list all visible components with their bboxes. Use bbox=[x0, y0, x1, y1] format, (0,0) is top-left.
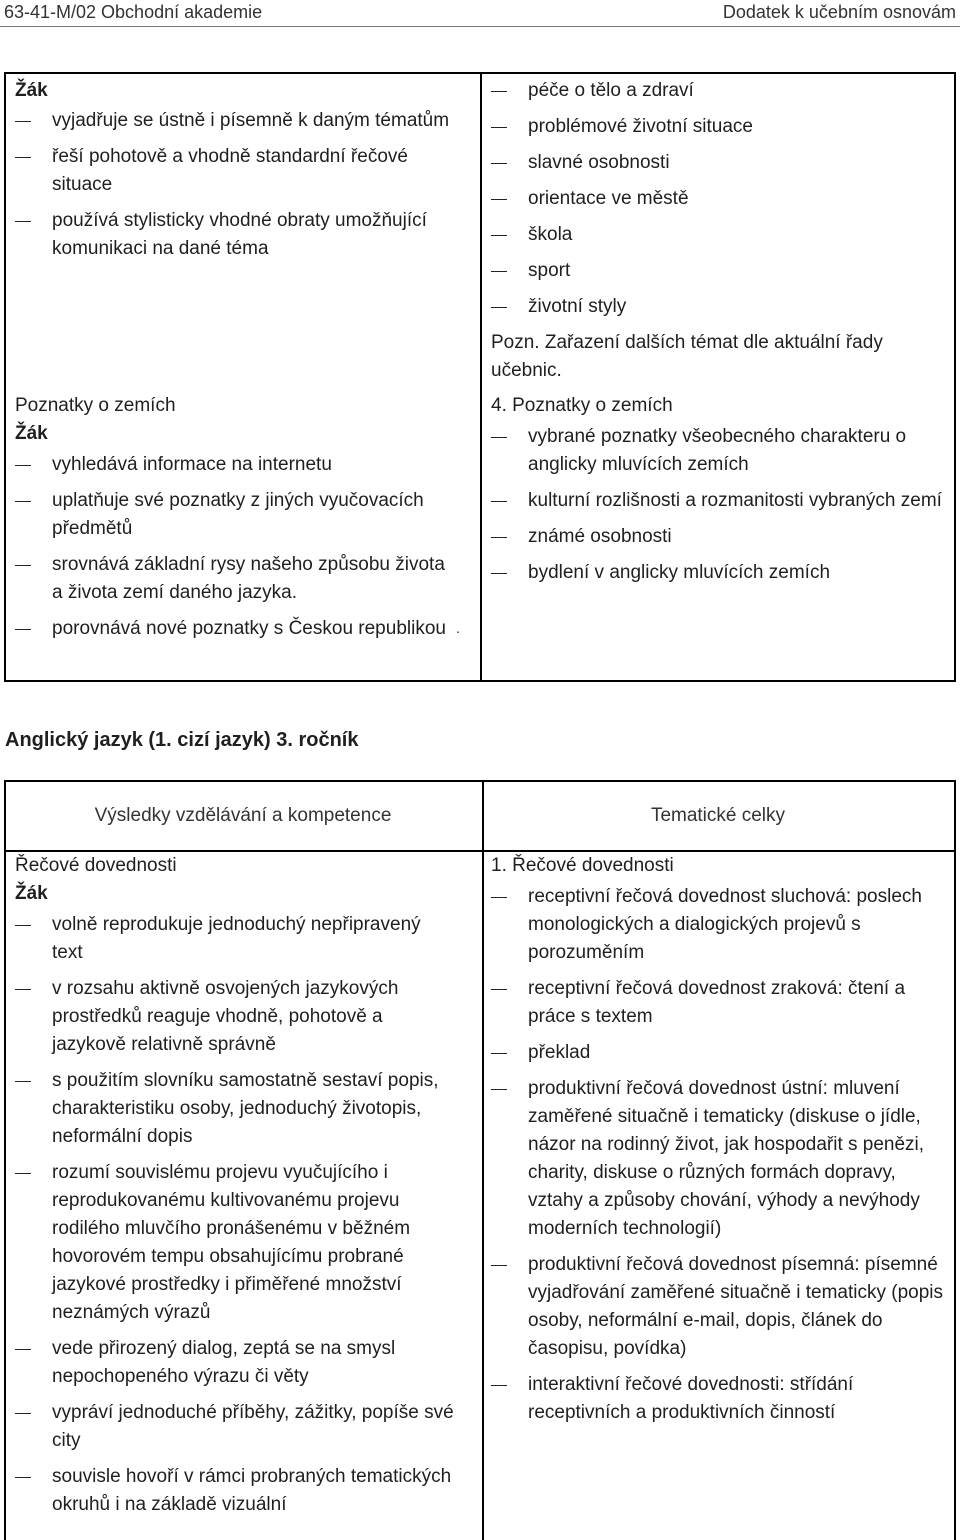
header-school-code: 63-41-M/02 Obchodní akademie bbox=[4, 2, 263, 22]
topics-list bbox=[491, 77, 946, 321]
list-item: produktivní řečová dovednost písemná: písemné vyjadřování zaměřené situačně i tematicky (popis osoby, neformální e-mail, dopis, článek do časopisu, povídka) bbox=[491, 1251, 946, 1363]
list-item: v rozsahu aktivně osvojených jazykových prostředků reaguje vhodně, pohotově a jazykově relativně správně bbox=[15, 975, 455, 1059]
list-item: vypráví jednoduché příběhy, zážitky, popíše své city bbox=[15, 1399, 455, 1455]
outcomes-list bbox=[15, 911, 455, 1519]
table1-left-section bbox=[15, 392, 455, 651]
list-item: vede přirozený dialog, zeptá se na smysl nepochopeného výrazu či věty bbox=[15, 1335, 455, 1391]
column-header-topics: Tematické celky bbox=[650, 805, 786, 826]
topics-list bbox=[491, 883, 946, 1427]
table1-right-section bbox=[491, 392, 946, 595]
list-item: kulturní rozlišnosti a rozmanitosti vybraných zemí bbox=[491, 487, 946, 515]
list-item: rozumí souvislému projevu vyučujícího i reprodukovanému kultivovanému projevu rodilého mluvčího pronášenému v běžném hovorovém tempu obsahujícímu probrané jazykové prostředky i přiměřené množství neznámých výrazů bbox=[15, 1159, 455, 1327]
table1-right-topics bbox=[491, 77, 946, 385]
list-item: životní styly bbox=[491, 293, 946, 321]
list-item: vybrané poznatky všeobecného charakteru o anglicky mluvících zemích bbox=[491, 423, 946, 479]
header-document-title: Dodatek k učebním osnovám bbox=[722, 2, 956, 22]
list-item: souvisle hovoří v rámci probraných tematických okruhů i na základě vizuální bbox=[15, 1463, 455, 1519]
section-topics-list bbox=[491, 423, 946, 587]
table-divider bbox=[480, 74, 482, 680]
list-item: používá stylisticky vhodné obraty umožňující komunikaci na dané téma bbox=[15, 207, 465, 263]
column-header-outcomes: Výsledky vzdělávání a kompetence bbox=[94, 805, 392, 826]
section-heading: 4. Poznatky o zemích bbox=[491, 395, 673, 416]
list-item: bydlení v anglicky mluvících zemích bbox=[491, 559, 946, 587]
student-label: Žák bbox=[15, 883, 48, 904]
list-item: porovnává nové poznatky s Českou republikou bbox=[15, 615, 455, 643]
table-divider bbox=[482, 782, 484, 1540]
list-item: produktivní řečová dovednost ústní: mluvení zaměřené situačně i tematicky (diskuse o jídle, názor na rodinný život, jak hospodařit s penězi, charity, diskuse o různých formách dopravy, vztahy a způsoby chování, výhody a nevýhody moderních technologií) bbox=[491, 1075, 946, 1243]
student-label: Žák bbox=[15, 423, 48, 444]
section-heading: 1. Řečové dovednosti bbox=[491, 855, 674, 876]
subject-section-title: Anglický jazyk (1. cizí jazyk) 3. ročník bbox=[5, 729, 359, 751]
table1-left-intro bbox=[15, 77, 465, 271]
intro-outcomes-list bbox=[15, 107, 465, 263]
list-item: překlad bbox=[491, 1039, 946, 1067]
list-item: uplatňuje své poznatky z jiných vyučovacích předmětů bbox=[15, 487, 455, 543]
list-item: sport bbox=[491, 257, 946, 285]
list-item: péče o tělo a zdraví bbox=[491, 77, 946, 105]
section-outcomes-list bbox=[15, 451, 455, 643]
list-item: škola bbox=[491, 221, 946, 249]
stray-dot: . bbox=[456, 620, 460, 636]
list-item: problémové životní situace bbox=[491, 113, 946, 141]
list-item: orientace ve městě bbox=[491, 185, 946, 213]
section-heading: Poznatky o zemích bbox=[15, 395, 176, 416]
list-item: známé osobnosti bbox=[491, 523, 946, 551]
list-item: srovnává základní rysy našeho způsobu života a života zemí daného jazyka. bbox=[15, 551, 455, 607]
list-item: slavné osobnosti bbox=[491, 149, 946, 177]
table2-left bbox=[15, 852, 455, 1527]
list-item: receptivní řečová dovednost zraková: čtení a práce s textem bbox=[491, 975, 946, 1031]
list-item: řeší pohotově a vhodně standardní řečové situace bbox=[15, 143, 465, 199]
section-heading: Řečové dovednosti bbox=[15, 855, 177, 876]
list-item: receptivní řečová dovednost sluchová: poslech monologických a dialogických projevů s porozuměním bbox=[491, 883, 946, 967]
list-item: s použitím slovníku samostatně sestaví popis, charakteristiku osoby, jednoduchý životopis, neformální dopis bbox=[15, 1067, 455, 1151]
page-header bbox=[0, 0, 960, 27]
list-item: volně reprodukuje jednoduchý nepřipravený text bbox=[15, 911, 455, 967]
list-item: vyjadřuje se ústně i písemně k daným tématům bbox=[15, 107, 465, 135]
student-label: Žák bbox=[15, 80, 48, 101]
list-item: interaktivní řečové dovednosti: střídání receptivních a produktivních činností bbox=[491, 1371, 946, 1427]
list-item: vyhledává informace na internetu bbox=[15, 451, 455, 479]
topics-note: Pozn. Zařazení dalších témat dle aktuální řady učebnic. bbox=[491, 332, 883, 381]
table2-right bbox=[491, 852, 946, 1435]
